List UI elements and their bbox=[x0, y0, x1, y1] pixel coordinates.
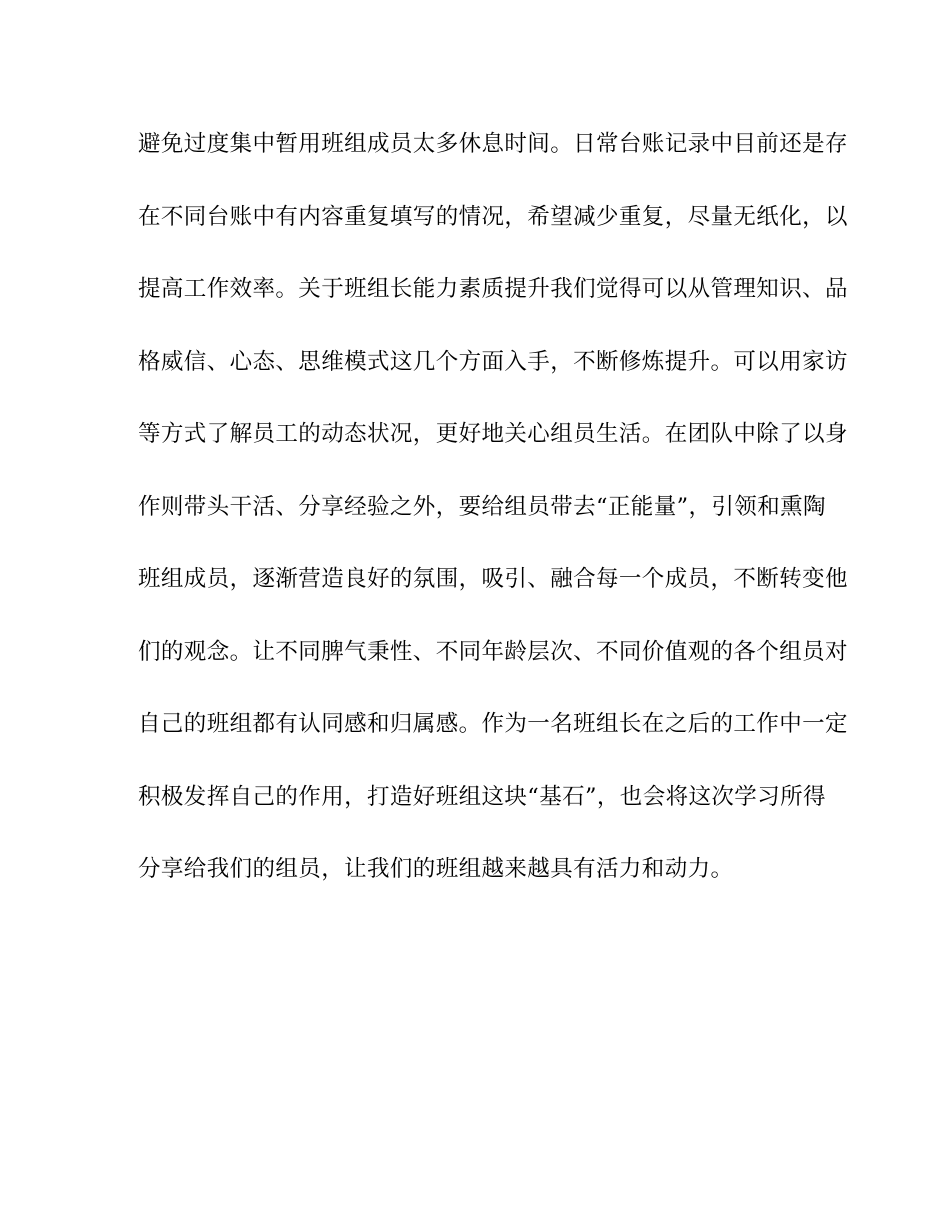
text-line-1: 避免过度集中暂用班组成员太多休息时间。日常台账记录中目前还是存 bbox=[138, 131, 848, 157]
text-line-8: 们的观念。让不同脾气秉性、不同年龄层次、不同价值观的各个组员对 bbox=[138, 638, 848, 665]
text-line-4: 格威信、心态、思维模式这几个方面入手，不断修炼提升。可以用家访 bbox=[138, 348, 848, 375]
text-line-2: 在不同台账中有内容重复填写的情况，希望减少重复，尽量无纸化，以 bbox=[138, 203, 848, 230]
text-line-5: 等方式了解员工的动态状况，更好地关心组员生活。在团队中除了以身 bbox=[138, 421, 848, 447]
body-paragraph bbox=[138, 124, 848, 922]
text-line-9: 自己的班组都有认同感和归属感。作为一名班组长在之后的工作中一定 bbox=[138, 711, 848, 737]
text-line-3: 提高工作效率。关于班组长能力素质提升我们觉得可以从管理知识、品 bbox=[138, 276, 848, 302]
text-line-6: 作则带头干活、分享经验之外，要给组员带去“正能量”，引领和熏陶 bbox=[138, 493, 826, 520]
text-line-10: 积极发挥自己的作用，打造好班组这块“基石”，也会将这次学习所得 bbox=[138, 783, 826, 810]
text-line-7: 班组成员，逐渐营造良好的氛围，吸引、融合每一个成员，不断转变他 bbox=[138, 566, 848, 592]
text-line-11: 分享给我们的组员，让我们的班组越来越具有活力和动力。 bbox=[138, 856, 734, 882]
